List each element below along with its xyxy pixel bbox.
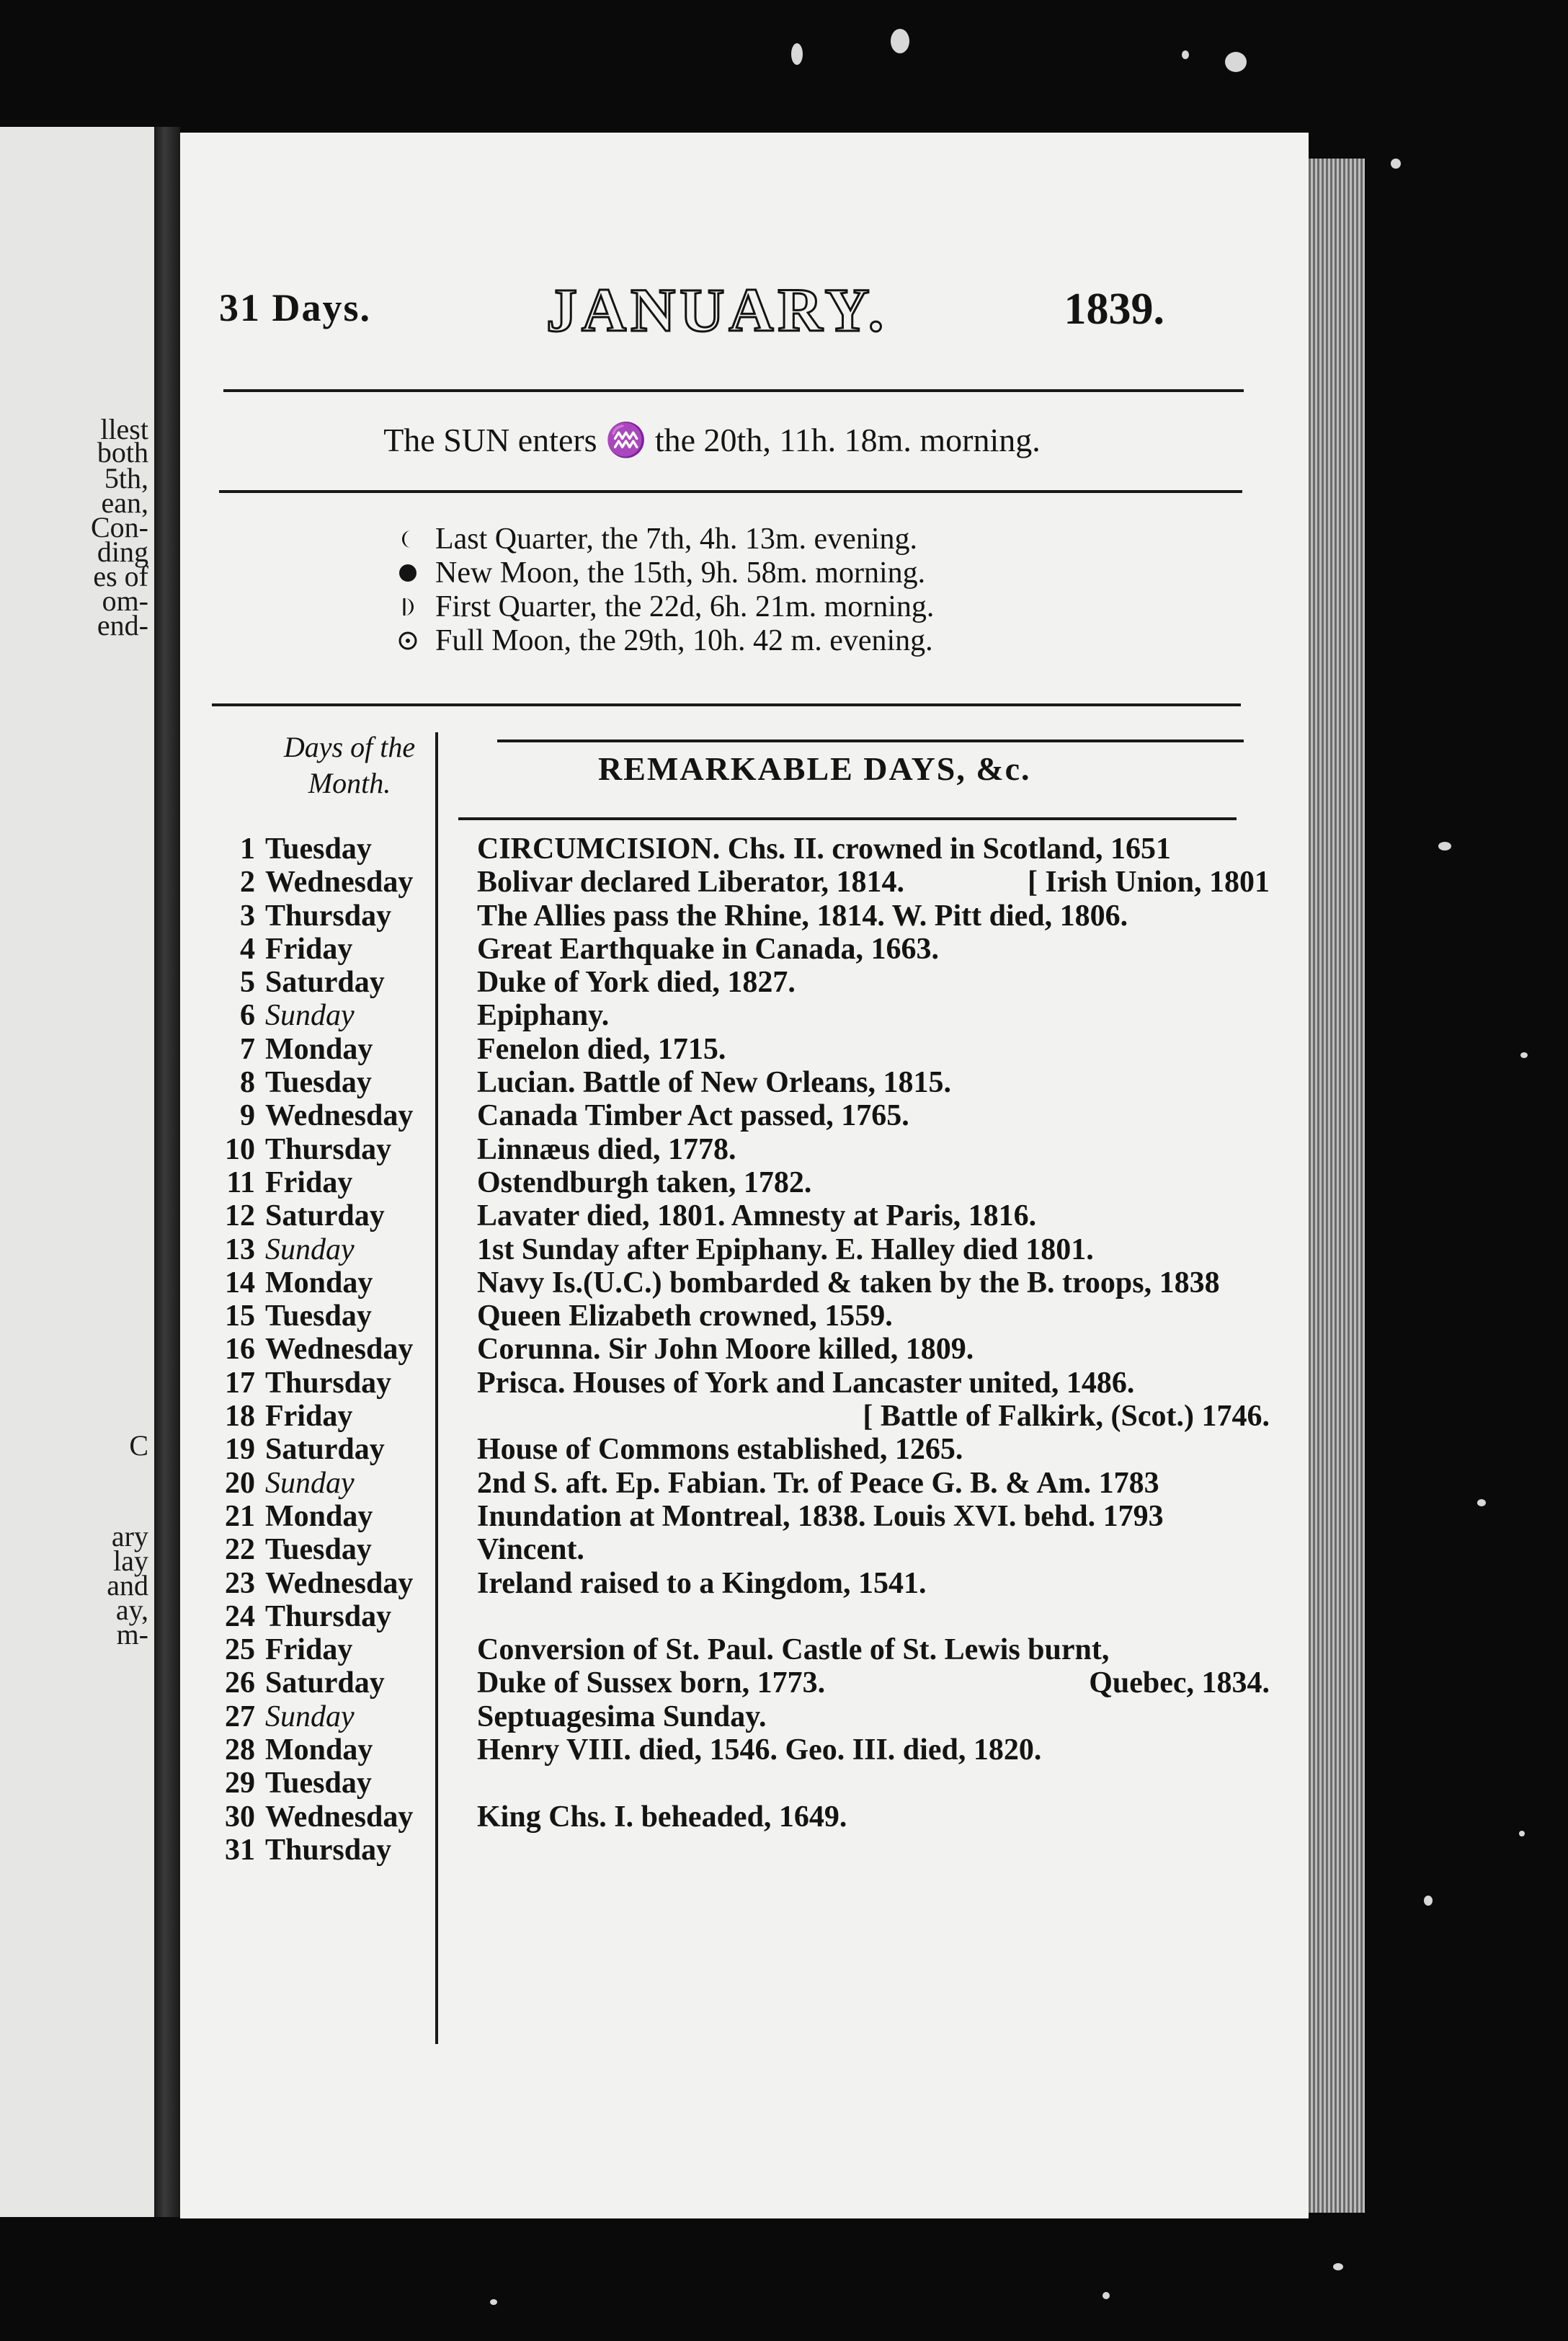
left-page-text: lay bbox=[113, 1545, 148, 1577]
remarkable-event bbox=[477, 1065, 1270, 1100]
left-page-text: ding bbox=[97, 536, 148, 568]
weekday: Friday bbox=[265, 1633, 353, 1667]
moon-phase-row bbox=[396, 556, 934, 590]
weekday: Sunday bbox=[265, 1232, 355, 1266]
event-text: Ireland raised to a Kingdom, 1541. bbox=[477, 1566, 927, 1600]
day-number: 21 bbox=[225, 1499, 255, 1533]
remarkable-event bbox=[477, 1700, 1270, 1734]
day-number: 9 bbox=[240, 1099, 255, 1133]
day-number: 18 bbox=[225, 1400, 255, 1434]
event-right-text: [ Irish Union, 1801 bbox=[1027, 866, 1270, 899]
weekday: Sunday bbox=[265, 1466, 355, 1500]
remarkable-event bbox=[477, 932, 1270, 967]
remarkable-event bbox=[477, 1098, 1270, 1133]
day-number: 19 bbox=[225, 1433, 255, 1467]
remarkable-event bbox=[477, 1332, 1270, 1367]
day-number: 26 bbox=[225, 1666, 255, 1700]
sun-entry-line: The SUN enters ♒ the 20th, 11h. 18m. morning. bbox=[383, 422, 1041, 458]
event-text: 1st Sunday after Epiphany. E. Halley died 1801. bbox=[477, 1232, 1094, 1266]
day-number: 2 bbox=[240, 866, 255, 899]
remarkable-event bbox=[477, 1032, 1270, 1067]
weekday: Saturday bbox=[265, 1666, 385, 1700]
weekday: Thursday bbox=[265, 1599, 392, 1633]
weekday: Saturday bbox=[265, 966, 385, 1000]
almanac-page bbox=[180, 133, 1309, 2218]
weekday: Saturday bbox=[265, 1199, 385, 1233]
day-number: 4 bbox=[240, 932, 255, 966]
book-gutter bbox=[154, 127, 180, 2217]
day-number: 31 bbox=[225, 1833, 255, 1867]
left-page-text: ary bbox=[111, 1520, 148, 1552]
day-number: 5 bbox=[240, 966, 255, 1000]
remarkable-event bbox=[477, 1666, 1270, 1700]
remarkable-event bbox=[477, 1532, 1270, 1567]
day-number: 8 bbox=[240, 1066, 255, 1100]
weekday: Friday bbox=[265, 1400, 353, 1434]
day-number: 25 bbox=[225, 1633, 255, 1667]
weekday: Monday bbox=[265, 1733, 373, 1767]
remarkable-event bbox=[477, 832, 1270, 866]
day-number: 30 bbox=[225, 1800, 255, 1834]
left-page-text: both bbox=[97, 436, 148, 468]
weekday: Monday bbox=[265, 1266, 373, 1300]
weekday: Friday bbox=[265, 1165, 353, 1199]
weekday: Wednesday bbox=[265, 866, 414, 899]
remarkable-event bbox=[477, 1432, 1270, 1467]
moon-phase-row bbox=[396, 623, 934, 657]
day-number: 11 bbox=[226, 1165, 255, 1199]
sun-rule bbox=[219, 490, 1242, 493]
days-heading-line: Month. bbox=[308, 767, 391, 799]
event-text: Navy Is.(U.C.) bombarded & taken by the B. troops, 1838 bbox=[477, 1266, 1220, 1300]
day-number: 28 bbox=[225, 1733, 255, 1767]
moon-phase-text: First Quarter, the 22d, 6h. 21m. morning. bbox=[435, 590, 935, 623]
event-text: The Allies pass the Rhine, 1814. W. Pitt died, 1806. bbox=[477, 899, 1128, 933]
day-number: 12 bbox=[225, 1199, 255, 1233]
moon-phase-text: New Moon, the 15th, 9h. 58m. morning. bbox=[435, 556, 926, 590]
event-text: Prisca. Houses of York and Lancaster united, 1486. bbox=[477, 1366, 1135, 1400]
days-count: 31 Days. bbox=[219, 286, 372, 329]
remarkable-event bbox=[477, 899, 1270, 933]
weekday: Wednesday bbox=[265, 1099, 414, 1133]
remarkable-event bbox=[477, 1132, 1270, 1167]
event-text: Corunna. Sir John Moore killed, 1809. bbox=[477, 1333, 974, 1367]
day-number: 27 bbox=[225, 1700, 255, 1733]
weekday: Wednesday bbox=[265, 1800, 414, 1834]
weekday: Tuesday bbox=[265, 832, 372, 866]
event-text: Septuagesima Sunday. bbox=[477, 1700, 767, 1733]
first-quarter-icon bbox=[396, 595, 419, 618]
remarkable-event bbox=[477, 1733, 1270, 1767]
left-page-text: and bbox=[107, 1569, 148, 1602]
weekday: Thursday bbox=[265, 899, 392, 933]
remarkable-event bbox=[477, 1299, 1270, 1333]
remarkable-event bbox=[477, 1165, 1270, 1200]
weekday: Monday bbox=[265, 1499, 373, 1533]
event-text: Canada Timber Act passed, 1765. bbox=[477, 1099, 909, 1133]
day-number: 20 bbox=[225, 1466, 255, 1500]
moon-phases bbox=[396, 522, 934, 657]
remarkable-event bbox=[477, 1199, 1270, 1233]
event-text: Queen Elizabeth crowned, 1559. bbox=[477, 1300, 893, 1333]
remarkable-event bbox=[477, 865, 1270, 899]
event-text: Lucian. Battle of New Orleans, 1815. bbox=[477, 1066, 951, 1100]
full-moon-icon bbox=[396, 629, 419, 652]
day-number: 15 bbox=[225, 1300, 255, 1333]
event-text: Bolivar declared Liberator, 1814. bbox=[477, 866, 905, 899]
event-text: House of Commons established, 1265. bbox=[477, 1433, 963, 1467]
event-text: Vincent. bbox=[477, 1533, 584, 1567]
event-text: 2nd S. aft. Ep. Fabian. Tr. of Peace G. B. & Am. 1783 bbox=[477, 1466, 1159, 1500]
weekday: Sunday bbox=[265, 999, 355, 1033]
left-page-fragment bbox=[0, 127, 154, 2217]
moon-phase-row bbox=[396, 590, 934, 623]
event-text: Conversion of St. Paul. Castle of St. Lewis burnt, bbox=[477, 1633, 1110, 1667]
weekday: Sunday bbox=[265, 1700, 355, 1733]
new-moon-icon bbox=[396, 561, 419, 585]
remarkable-days-heading: REMARKABLE DAYS, &c. bbox=[598, 750, 1031, 787]
event-text: Lavater died, 1801. Amnesty at Paris, 1816. bbox=[477, 1199, 1037, 1233]
days-of-month-heading bbox=[245, 729, 454, 801]
weekday: Thursday bbox=[265, 1366, 392, 1400]
year-label: 1839. bbox=[1064, 285, 1164, 334]
remarkable-event bbox=[477, 965, 1270, 1000]
remarkable-event bbox=[477, 1266, 1270, 1300]
heading-top-rule bbox=[497, 739, 1244, 742]
remarkable-event bbox=[477, 998, 1270, 1033]
event-text: Duke of Sussex born, 1773. bbox=[477, 1666, 826, 1700]
event-text: Inundation at Montreal, 1838. Louis XVI. behd. 1793 bbox=[477, 1499, 1164, 1533]
event-text: Ostendburgh taken, 1782. bbox=[477, 1165, 812, 1199]
moon-phase-row bbox=[396, 522, 934, 556]
left-page-text: llest bbox=[100, 413, 148, 445]
day-number: 17 bbox=[225, 1366, 255, 1400]
remarkable-event bbox=[477, 1366, 1270, 1400]
left-page-text: ean, bbox=[101, 487, 148, 519]
weekday: Monday bbox=[265, 1032, 373, 1066]
left-page-text: 5th, bbox=[104, 462, 148, 494]
page-edges bbox=[1309, 159, 1365, 2213]
day-number: 29 bbox=[225, 1767, 255, 1800]
left-page-text: C bbox=[129, 1429, 148, 1462]
weekday: Thursday bbox=[265, 1833, 392, 1867]
remarkable-event bbox=[477, 1566, 1270, 1601]
day-number: 13 bbox=[225, 1232, 255, 1266]
moon-rule bbox=[212, 703, 1241, 706]
weekday: Tuesday bbox=[265, 1300, 372, 1333]
event-text: Linnæus died, 1778. bbox=[477, 1132, 736, 1166]
day-number: 23 bbox=[225, 1566, 255, 1600]
left-page-text: om- bbox=[102, 585, 148, 617]
event-right-text: Quebec, 1834. bbox=[1089, 1666, 1270, 1700]
heading-bottom-rule bbox=[458, 817, 1237, 820]
day-number: 10 bbox=[225, 1132, 255, 1166]
weekday: Saturday bbox=[265, 1433, 385, 1467]
remarkable-event bbox=[477, 1232, 1270, 1267]
remarkable-event bbox=[477, 1633, 1270, 1667]
day-number: 7 bbox=[240, 1032, 255, 1066]
day-number: 1 bbox=[240, 832, 255, 866]
event-text: King Chs. I. beheaded, 1649. bbox=[477, 1800, 847, 1834]
month-title: JANUARY. bbox=[546, 275, 888, 345]
day-number: 14 bbox=[225, 1266, 255, 1300]
event-text: Great Earthquake in Canada, 1663. bbox=[477, 932, 939, 966]
days-heading-line: Days of the bbox=[283, 731, 416, 763]
left-page-text: end- bbox=[97, 609, 148, 641]
day-number: 3 bbox=[240, 899, 255, 933]
moon-phase-text: Last Quarter, the 7th, 4h. 13m. evening. bbox=[435, 522, 917, 556]
weekday: Wednesday bbox=[265, 1333, 414, 1367]
remarkable-event bbox=[477, 1466, 1270, 1501]
weekday: Tuesday bbox=[265, 1533, 372, 1567]
event-right-text: [ Battle of Falkirk, (Scot.) 1746. bbox=[863, 1400, 1270, 1434]
weekday: Tuesday bbox=[265, 1066, 372, 1100]
left-page-text: ay, bbox=[115, 1594, 148, 1626]
weekday: Friday bbox=[265, 932, 353, 966]
remarkable-event bbox=[477, 1800, 1270, 1834]
left-page-text: m- bbox=[116, 1618, 148, 1651]
left-page-text: es of bbox=[93, 560, 148, 592]
page-header bbox=[180, 268, 1309, 347]
day-number: 22 bbox=[225, 1533, 255, 1567]
event-text: Fenelon died, 1715. bbox=[477, 1032, 726, 1066]
remarkable-event bbox=[477, 1499, 1270, 1534]
weekday: Wednesday bbox=[265, 1566, 414, 1600]
header-rule bbox=[223, 389, 1244, 392]
last-quarter-icon bbox=[396, 528, 419, 551]
weekday: Thursday bbox=[265, 1132, 392, 1166]
column-divider bbox=[435, 732, 438, 2044]
event-text: Henry VIII. died, 1546. Geo. III. died, 1820. bbox=[477, 1733, 1042, 1767]
event-text: Epiphany. bbox=[477, 999, 610, 1033]
day-number: 6 bbox=[240, 999, 255, 1033]
event-text: CIRCUMCISION. Chs. II. crowned in Scotland, 1651 bbox=[477, 832, 1172, 866]
weekday: Tuesday bbox=[265, 1767, 372, 1800]
event-text: Duke of York died, 1827. bbox=[477, 966, 796, 1000]
left-page-text: Con- bbox=[91, 511, 148, 543]
day-number: 24 bbox=[225, 1599, 255, 1633]
day-number: 16 bbox=[225, 1333, 255, 1367]
moon-phase-text: Full Moon, the 29th, 10h. 42 m. evening. bbox=[435, 623, 933, 657]
